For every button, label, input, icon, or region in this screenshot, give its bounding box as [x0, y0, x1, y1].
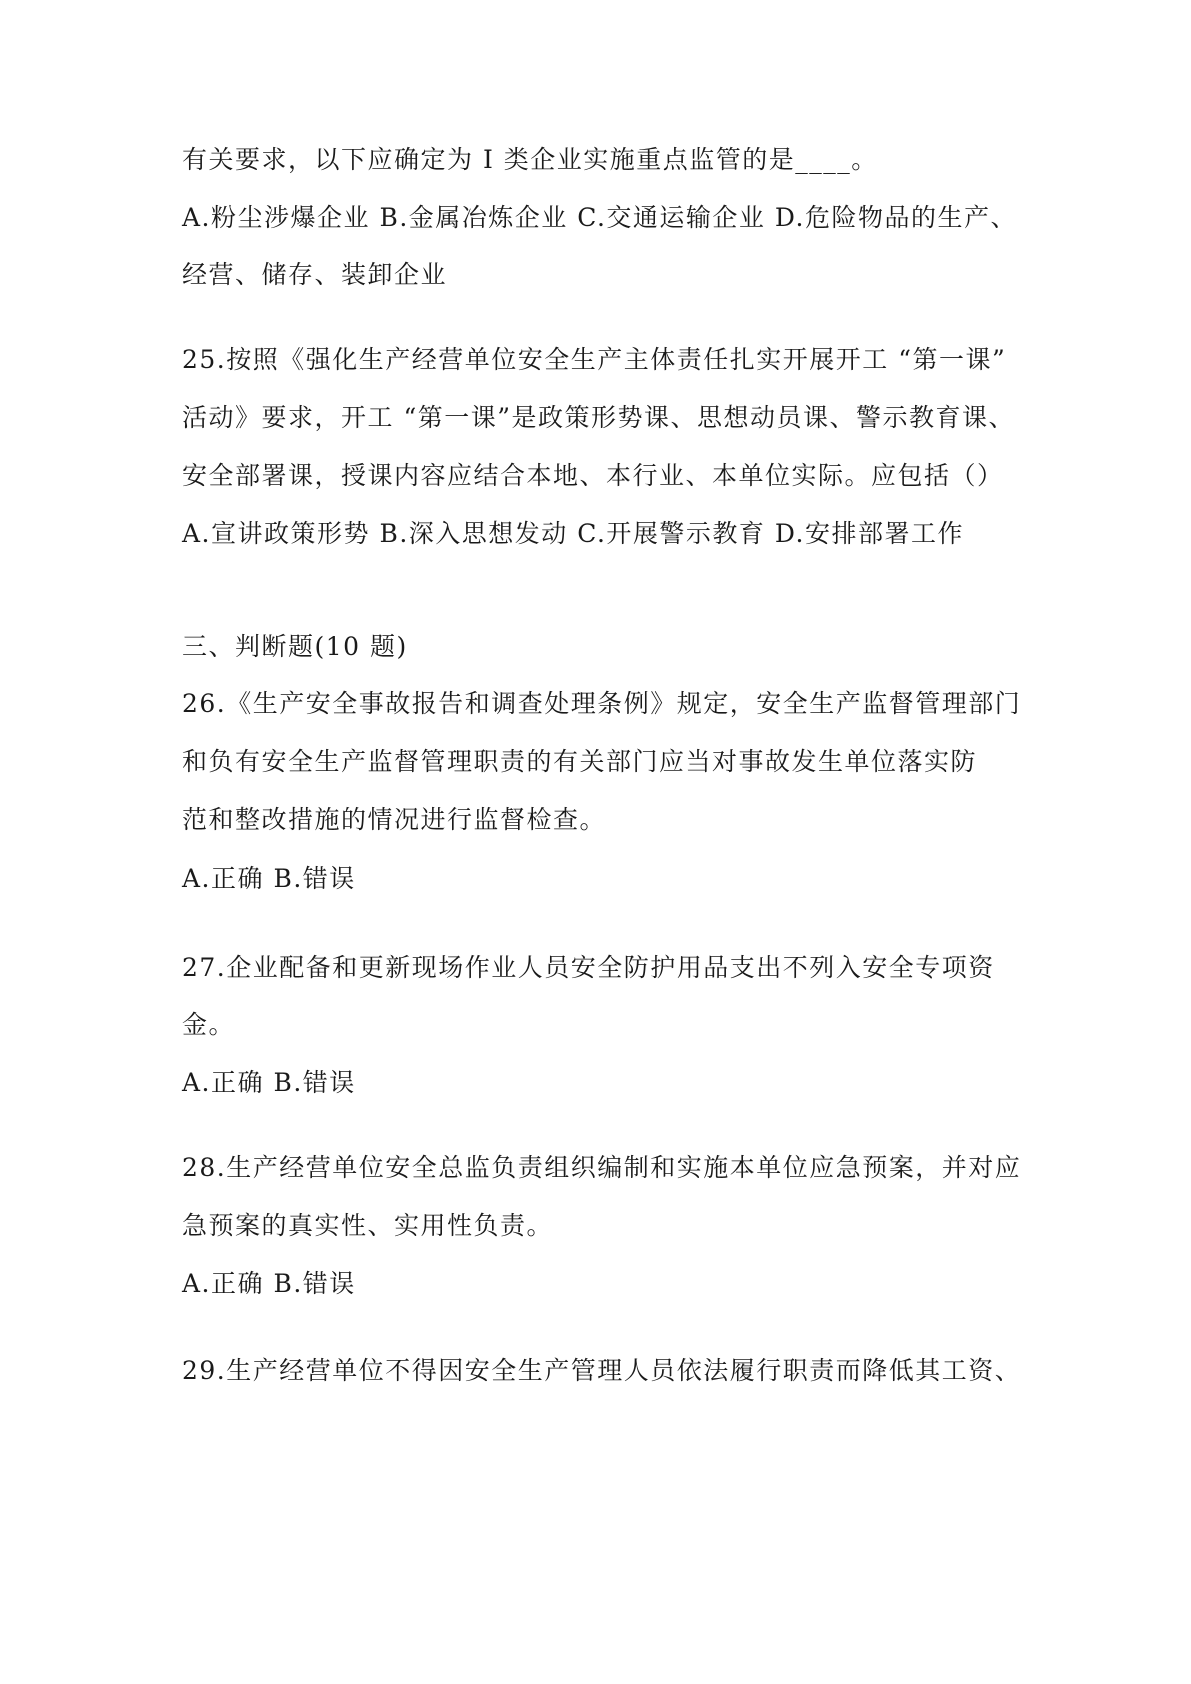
question-25-text-line: 活动》要求，开工 “第一课”是政策形势课、思想动员课、警示教育课、: [182, 403, 1016, 432]
section-heading: 三、判断题(10 题): [182, 632, 408, 661]
question-25-text-line: 安全部署课，授课内容应结合本地、本行业、本单位实际。应包括（）: [182, 461, 1004, 490]
question-28-options-line: A.正确 B.错误: [182, 1269, 356, 1298]
question-29-text-line: 29.生产经营单位不得因安全生产管理人员依法履行职责而降低其工资、: [182, 1356, 1022, 1385]
question-26-options-line: A.正确 B.错误: [182, 864, 356, 893]
question-26-text-line: 范和整改措施的情况进行监督检查。: [182, 805, 607, 834]
question-24-options-continuation: 经营、储存、装卸企业: [182, 260, 448, 289]
question-25-text-line: 25.按照《强化生产经营单位安全生产主体责任扎实开展开工 “第一课”: [182, 345, 1007, 374]
question-24-text-line: 有关要求，以下应确定为 I 类企业实施重点监管的是____。: [182, 145, 878, 174]
question-28-text-line: 28.生产经营单位安全总监负责组织编制和实施本单位应急预案，并对应: [182, 1153, 1022, 1182]
question-27-text-line: 金。: [182, 1010, 236, 1039]
question-26-text-line: 和负有安全生产监督管理职责的有关部门应当对事故发生单位落实防: [182, 747, 978, 776]
question-24-options-line: A.粉尘涉爆企业 B.金属冶炼企业 C.交通运输企业 D.危险物品的生产、: [182, 203, 1017, 232]
question-28-text-line: 急预案的真实性、实用性负责。: [182, 1211, 554, 1240]
question-25-options-line: A.宣讲政策形势 B.深入思想发动 C.开展警示教育 D.安排部署工作: [182, 519, 964, 548]
question-26-text-line: 26.《生产安全事故报告和调查处理条例》规定，安全生产监督管理部门: [182, 689, 1022, 718]
question-27-text-line: 27.企业配备和更新现场作业人员安全防护用品支出不列入安全专项资: [182, 953, 995, 982]
question-27-options-line: A.正确 B.错误: [182, 1068, 356, 1097]
